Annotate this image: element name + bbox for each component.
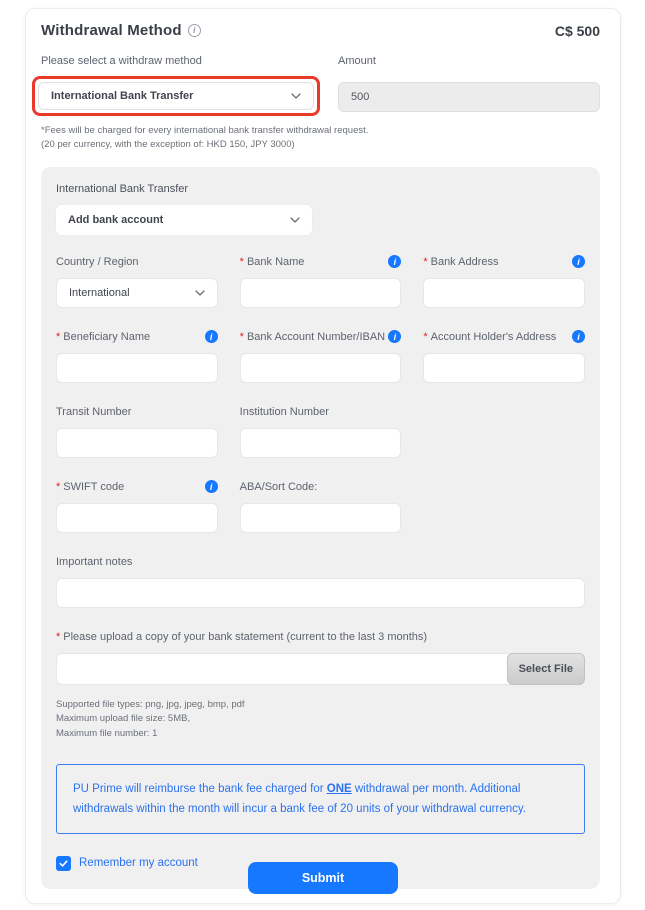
transit-number-input[interactable] — [56, 428, 218, 458]
swift-code-input[interactable] — [56, 503, 218, 533]
field-country-region — [56, 255, 218, 308]
section-label: International Bank Transfer — [56, 182, 189, 195]
aba-sort-code-input[interactable] — [240, 503, 402, 533]
important-notes-input[interactable] — [56, 578, 585, 608]
bank-address-label: Bank Address — [430, 255, 499, 268]
upload-note-types: Supported file types: png, jpg, jpeg, bmp, pdf — [56, 698, 245, 710]
title-info-icon[interactable]: i — [188, 24, 201, 37]
upload-label: Please upload a copy of your bank statement (current to the last 3 months) — [63, 630, 428, 643]
withdrawal-card — [25, 8, 621, 904]
submit-button[interactable]: Submit — [248, 862, 398, 894]
required-mark: * — [239, 330, 244, 343]
bank-name-label: Bank Name — [246, 255, 305, 268]
country-region-label: Country / Region — [56, 255, 139, 268]
bank-transfer-panel — [41, 167, 600, 889]
info-icon[interactable]: i — [205, 330, 218, 343]
field-transit-number — [56, 405, 218, 458]
fee-note — [41, 124, 600, 152]
account-number-label: Bank Account Number/IBAN — [246, 330, 386, 343]
amount-label: Amount — [338, 55, 376, 67]
notice-text-before: PU Prime will reimburse the bank fee charged for — [73, 782, 327, 795]
fee-note-line1: *Fees will be charged for every international bank transfer withdrawal request. — [41, 125, 369, 136]
field-important-notes — [56, 555, 585, 608]
field-institution-number — [240, 405, 402, 458]
field-swift-code — [56, 480, 218, 533]
upload-row — [56, 653, 585, 685]
beneficiary-name-label: Beneficiary Name — [63, 330, 151, 343]
institution-number-label: Institution Number — [239, 405, 329, 418]
method-label: Please select a withdraw method — [41, 55, 202, 67]
bank-account-select[interactable] — [56, 205, 312, 235]
country-region-select[interactable] — [56, 278, 218, 308]
holder-address-label: Account Holder's Address — [430, 330, 557, 343]
withdraw-method-select[interactable] — [38, 82, 314, 110]
field-bank-address — [423, 255, 585, 308]
account-number-input[interactable] — [240, 353, 402, 383]
upload-filename-input[interactable] — [56, 653, 585, 685]
transit-number-label: Transit Number — [56, 405, 132, 418]
info-icon[interactable]: i — [572, 330, 585, 343]
fee-note-line2: (20 per currency, with the exception of: HKD 150, JPY 3000) — [41, 138, 295, 150]
method-highlight-box — [32, 76, 320, 116]
required-mark: * — [56, 630, 61, 643]
upload-section — [56, 630, 585, 742]
upload-note-size: Maximum upload file size: 5MB, — [56, 713, 191, 725]
chevron-down-icon — [290, 215, 300, 225]
field-account-number — [240, 330, 402, 383]
grid-spacer — [423, 480, 585, 533]
grid-spacer — [423, 405, 585, 458]
info-icon[interactable]: i — [572, 255, 585, 268]
holder-address-input[interactable] — [423, 353, 585, 383]
notice-text-after: withdrawal per month. Additional withdrawals within the month will incur a bank fee of 20 units of your withdrawal currency. — [73, 782, 526, 815]
info-icon[interactable]: i — [205, 480, 218, 493]
chevron-down-icon — [291, 91, 301, 101]
field-aba-sort-code — [240, 480, 402, 533]
required-mark: * — [423, 255, 428, 268]
aba-sort-code-label: ABA/Sort Code: — [239, 480, 318, 493]
required-mark: * — [239, 255, 244, 268]
swift-code-label: SWIFT code — [63, 480, 125, 493]
fields-grid — [56, 255, 585, 533]
info-icon[interactable]: i — [388, 330, 401, 343]
bank-name-input[interactable] — [240, 278, 402, 308]
remember-label: Remember my account — [79, 857, 198, 870]
required-mark: * — [56, 480, 61, 493]
balance-amount: C$ 500 — [554, 22, 600, 39]
card-header — [41, 22, 600, 39]
field-beneficiary-name — [56, 330, 218, 383]
upload-note-count: Maximum file number: 1 — [56, 727, 158, 739]
chevron-down-icon — [195, 288, 205, 298]
method-column — [41, 55, 338, 116]
notice-highlight: ONE — [326, 782, 352, 795]
reimbursement-notice — [56, 764, 585, 834]
method-amount-row — [41, 55, 600, 116]
upload-notes — [56, 698, 585, 742]
required-mark: * — [423, 330, 428, 343]
field-bank-name — [240, 255, 402, 308]
amount-input — [338, 82, 600, 112]
field-holder-address — [423, 330, 585, 383]
beneficiary-name-input[interactable] — [56, 353, 218, 383]
select-file-button[interactable]: Select File — [507, 653, 585, 685]
page-title: Withdrawal Method — [41, 22, 182, 39]
amount-column — [338, 55, 600, 116]
bank-account-select-value: Add bank account — [68, 213, 164, 226]
info-icon[interactable]: i — [388, 255, 401, 268]
country-region-value: International — [69, 286, 130, 299]
bank-address-input[interactable] — [423, 278, 585, 308]
institution-number-input[interactable] — [240, 428, 402, 458]
submit-row — [25, 862, 621, 894]
withdraw-method-value: International Bank Transfer — [51, 90, 194, 102]
required-mark: * — [56, 330, 61, 343]
important-notes-label: Important notes — [56, 555, 133, 568]
